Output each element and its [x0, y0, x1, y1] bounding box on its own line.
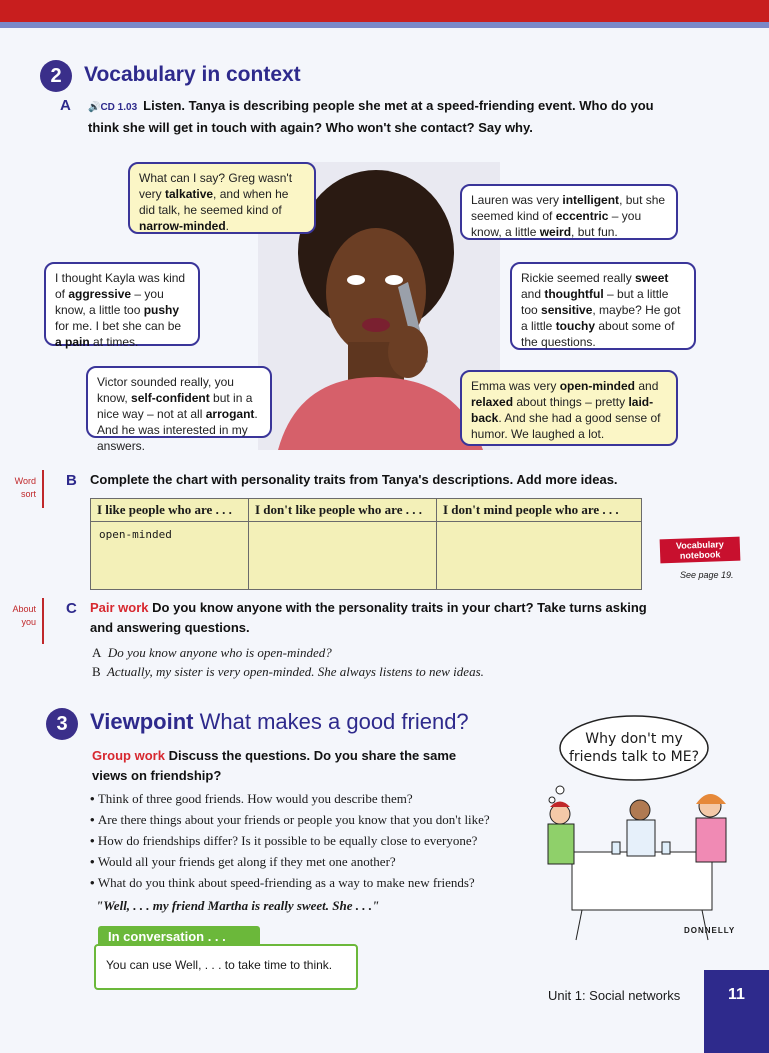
trait-word: touchy — [555, 319, 596, 333]
discussion-questions — [90, 788, 490, 893]
chart-cell-dontmind[interactable] — [437, 522, 642, 590]
side-divider — [42, 598, 44, 644]
page-number: 11 — [704, 970, 769, 1053]
chart-cell-like[interactable] — [91, 522, 249, 590]
trait-word: weird — [539, 225, 572, 239]
viewpoint-label: Viewpoint — [90, 709, 194, 734]
bubble-text: , and when he did talk, he seemed kind of — [139, 187, 289, 217]
trait-word: pushy — [143, 303, 180, 317]
audio-cd-icon[interactable]: 🔊CD 1.03 — [88, 102, 138, 113]
bubble-text: . — [225, 219, 230, 233]
trait-word: aggressive — [68, 287, 132, 301]
bubble-text: about things – pretty — [513, 395, 629, 409]
trait-word: arrogant — [205, 407, 255, 421]
bubble-text: – you know, a little too — [55, 287, 164, 317]
part-c-line1: Do you know anyone with the personality traits in your chart? Take turns asking — [152, 600, 647, 615]
trait-word: open-minded — [559, 379, 636, 393]
bubble-text: What can I say? Greg wasn't very — [139, 171, 293, 201]
bubble-text: but in a nice way – not at all — [97, 391, 253, 421]
chart-cell-dislike[interactable] — [249, 522, 437, 590]
trait-word: sweet — [635, 271, 669, 285]
trait-word: relaxed — [471, 395, 514, 409]
trait-word: thoughtful — [544, 287, 604, 301]
trait-word: a pain — [55, 335, 90, 349]
chart-example: open-minded — [99, 528, 172, 541]
top-accent-bar — [0, 22, 769, 28]
bubble-victor — [86, 366, 272, 453]
group-work-line2: views on friendship? — [92, 768, 222, 783]
bubble-text: and — [635, 379, 659, 393]
bubble-lauren — [460, 184, 678, 240]
bubble-text: Rickie seemed really — [521, 271, 636, 285]
pair-work-label: Pair work — [90, 600, 149, 615]
cartoon-speech-line1: Why don't my — [585, 731, 683, 747]
line-b-text: Actually, my sister is very open-minded. She always listens to new ideas. — [106, 664, 484, 679]
in-conversation-box — [94, 944, 358, 990]
speaker-b: B — [92, 664, 101, 679]
bubble-text: , but fun. — [571, 225, 618, 239]
bubble-rickie — [510, 262, 696, 350]
part-a-line1: Listen. Tanya is describing people she met at a speed-friending event. Who do you — [143, 98, 654, 113]
viewpoint-question: What makes a good friend? — [199, 709, 469, 734]
cd-track: CD 1.03 — [100, 102, 138, 113]
example-answer: "Well, . . . my friend Martha is really sweet. She . . ." — [96, 898, 380, 913]
part-a-letter: A — [60, 97, 71, 114]
section-number: 2 — [40, 60, 72, 92]
trait-word: talkative — [165, 187, 214, 201]
dialogue-line-b — [92, 664, 484, 680]
personality-chart — [90, 498, 642, 590]
cartoon-signature: DONNELLY — [684, 926, 736, 935]
trait-word: sensitive — [541, 303, 593, 317]
list-item: • Are there things about your friends or people you know that you don't like? — [90, 809, 490, 830]
bubble-text: – you know, a little — [471, 209, 642, 239]
group-work-label: Group work — [92, 748, 165, 763]
part-c-letter: C — [66, 600, 77, 617]
part-a-instruction — [88, 96, 708, 138]
see-page-link[interactable]: See page 19. — [680, 570, 734, 580]
part-b-instruction: Complete the chart with personality traits from Tanya's descriptions. Add more ideas. — [90, 472, 618, 487]
part-b-letter: B — [66, 472, 77, 489]
part-a-line2: think she will get in touch with again? Who won't she contact? Say why. — [88, 120, 533, 135]
side-divider — [42, 470, 44, 508]
dialogue-line-a — [92, 645, 332, 661]
bubble-text: about some of the questions. — [521, 319, 675, 349]
in-conversation-header: In conversation . . . — [98, 926, 260, 948]
bubble-text: for me. I bet she can be — [55, 319, 182, 333]
chart-header-like: I like people who are . . . — [91, 499, 249, 522]
list-item: • Think of three good friends. How would you describe them? — [90, 788, 490, 809]
line-a-text: Do you know anyone who is open-minded? — [107, 645, 332, 660]
in-conversation-text: You can use Well, . . . to take time to think. — [106, 958, 333, 972]
section-number: 3 — [46, 708, 78, 740]
bubble-text: – but a little too — [521, 287, 669, 317]
list-item: • What do you think about speed-friending as a way to make new friends? — [90, 872, 490, 893]
trait-word: intelligent — [562, 193, 620, 207]
cartoon-speech-line2: friends talk to ME? — [568, 749, 700, 765]
trait-word: eccentric — [555, 209, 609, 223]
chart-header-dislike: I don't like people who are . . . — [249, 499, 437, 522]
vocabulary-notebook-badge[interactable]: Vocabulary notebook — [660, 537, 741, 564]
speaker-a: A — [92, 645, 102, 660]
bubble-greg — [128, 162, 316, 234]
top-color-bar — [0, 0, 769, 22]
trait-word: narrow-minded — [139, 219, 226, 233]
list-item: • Would all your friends get along if they met one another? — [90, 851, 490, 872]
part-c-line2: and answering questions. — [90, 620, 250, 635]
bubble-emma — [460, 370, 678, 446]
bubble-kayla — [44, 262, 200, 349]
word-sort-tag: Word sort — [14, 476, 36, 499]
bubble-text: , but she seemed kind of — [471, 193, 666, 223]
bubble-text: Emma was very — [471, 379, 560, 393]
trait-word: laid-back — [471, 395, 654, 425]
bubble-text: at times. — [89, 335, 139, 349]
part-c-instruction — [90, 598, 690, 638]
chart-header-dontmind: I don't mind people who are . . . — [437, 499, 642, 522]
bubble-text: and — [521, 287, 545, 301]
unit-label: Unit 1: Social networks — [548, 988, 681, 1003]
bubble-text: , maybe? He got a little — [521, 303, 681, 333]
bubble-text: Lauren was very — [471, 193, 563, 207]
list-item: • How do friendships differ? Is it possible to be equally close to everyone? — [90, 830, 490, 851]
section-title — [90, 709, 469, 735]
cartoon-speech — [534, 730, 734, 766]
bubble-text: . And he was interested in my answers. — [97, 407, 258, 453]
section-title: Vocabulary in context — [84, 63, 301, 86]
bubble-text: I thought Kayla was kind of — [55, 271, 186, 301]
trait-word: self-confident — [131, 391, 210, 405]
bubble-text: . And she had a good sense of humor. We laughed a lot. — [471, 411, 661, 441]
about-you-tag: About you — [12, 604, 36, 627]
bubble-text: Victor sounded really, you know, — [97, 375, 234, 405]
group-work-line1: Discuss the questions. Do you share the same — [168, 748, 457, 763]
group-work-instruction — [92, 746, 512, 786]
